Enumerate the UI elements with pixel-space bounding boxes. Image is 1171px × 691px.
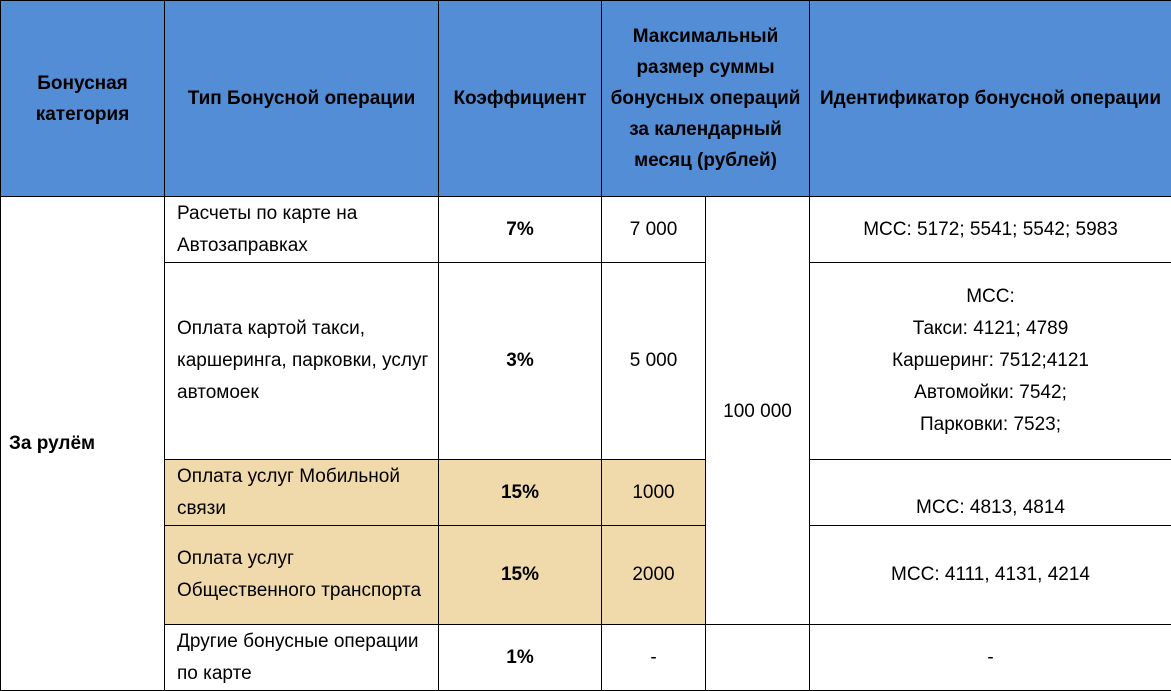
mcc-line: Парковки: 7523; <box>818 409 1163 441</box>
mcc-identifier: MCC: 4111, 4131, 4214 <box>810 526 1171 625</box>
empty-cell <box>706 625 810 691</box>
header-identifier: Идентификатор бонусной операции <box>810 1 1171 197</box>
limit-value: 7 000 <box>602 197 706 263</box>
mcc-identifier: MCC: 4813, 4814 <box>810 460 1171 526</box>
limit-value: 5 000 <box>602 263 706 460</box>
operation-type: Оплата услуг Общественного транспорта <box>165 526 439 625</box>
header-category: Бонусная категория <box>1 1 165 197</box>
table-row <box>1 526 1171 625</box>
table-row <box>1 263 1171 460</box>
coefficient-value: 1% <box>439 625 602 691</box>
mcc-line: Автомойки: 7542; <box>818 377 1163 409</box>
operation-type: Оплата картой такси, каршеринга, парковки, услуг автомоек <box>165 263 439 460</box>
mcc-line: Такси: 4121; 4789 <box>818 313 1163 345</box>
limit-value: - <box>602 625 706 691</box>
operation-type: Другие бонусные операции по карте <box>165 625 439 691</box>
table-row <box>1 625 1171 691</box>
mcc-line: Каршеринг: 7512;4121 <box>818 345 1163 377</box>
coefficient-value: 15% <box>439 526 602 625</box>
limit-value: 2000 <box>602 526 706 625</box>
table-row <box>1 460 1171 526</box>
operation-type: Расчеты по карте на Автозаправках <box>165 197 439 263</box>
coefficient-value: 7% <box>439 197 602 263</box>
table-row <box>1 197 1171 263</box>
mcc-identifier: MCC: 5172; 5541; 5542; 5983 <box>810 197 1171 263</box>
mcc-identifier <box>810 263 1171 460</box>
coefficient-value: 3% <box>439 263 602 460</box>
category-cell: За рулём <box>1 197 165 691</box>
header-type: Тип Бонусной операции <box>165 1 439 197</box>
group-limit-value: 100 000 <box>706 197 810 625</box>
header-max-sum: Максимальный размер суммы бонусных операций за календарный месяц (рублей) <box>602 1 810 197</box>
operation-type: Оплата услуг Мобильной связи <box>165 460 439 526</box>
mcc-line: MCC: <box>818 281 1163 313</box>
mcc-identifier: - <box>810 625 1171 691</box>
header-coefficient: Коэффициент <box>439 1 602 197</box>
coefficient-value: 15% <box>439 460 602 526</box>
limit-value: 1000 <box>602 460 706 526</box>
